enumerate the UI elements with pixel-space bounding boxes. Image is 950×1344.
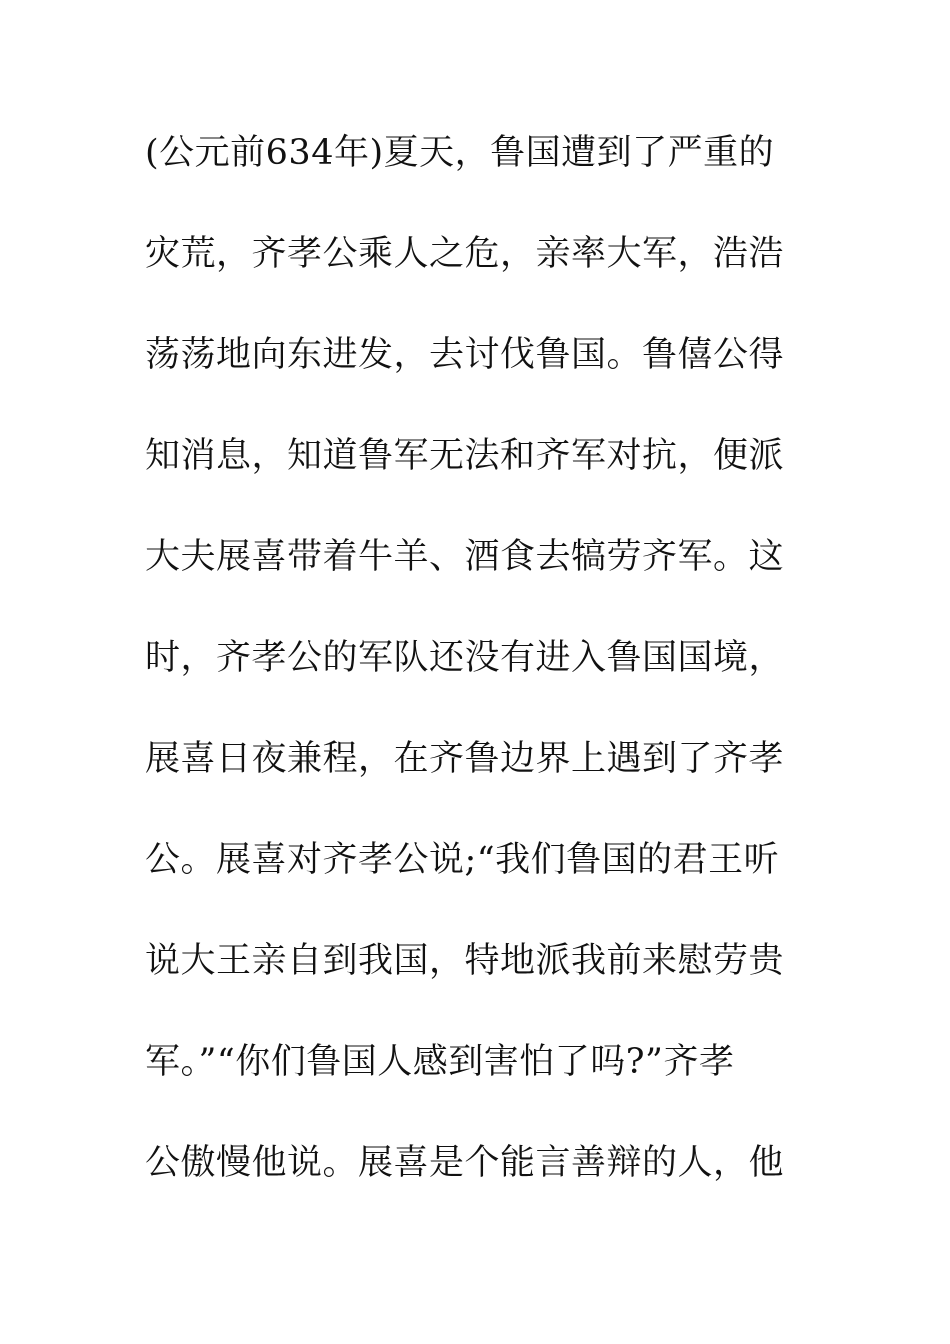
text-line: 荡荡地向东进发，去讨伐鲁国。鲁僖公得 xyxy=(145,335,785,375)
text-line: 公。展喜对齐孝公说;“我们鲁国的君王听 xyxy=(145,840,780,880)
text-line: 军。”“你们鲁国人感到害怕了吗?”齐孝 xyxy=(145,1042,735,1082)
text-line: 大夫展喜带着牛羊、酒食去犒劳齐军。这 xyxy=(145,537,785,577)
text-line: 知消息，知道鲁军无法和齐军对抗，便派 xyxy=(145,436,785,476)
text-line: 公傲慢他说。展喜是个能言善辩的人，他 xyxy=(145,1143,785,1183)
text-line: 展喜日夜兼程，在齐鲁边界上遇到了齐孝 xyxy=(145,739,785,779)
body-text xyxy=(145,125,815,1236)
text-line: 灾荒，齐孝公乘人之危，亲率大军，浩浩 xyxy=(145,234,785,274)
text-line: (公元前634年)夏天，鲁国遭到了严重的 xyxy=(145,133,775,173)
text-line: 说大王亲自到我国，特地派我前来慰劳贵 xyxy=(145,941,785,981)
text-line: 时，齐孝公的军队还没有进入鲁国国境， xyxy=(145,638,785,678)
